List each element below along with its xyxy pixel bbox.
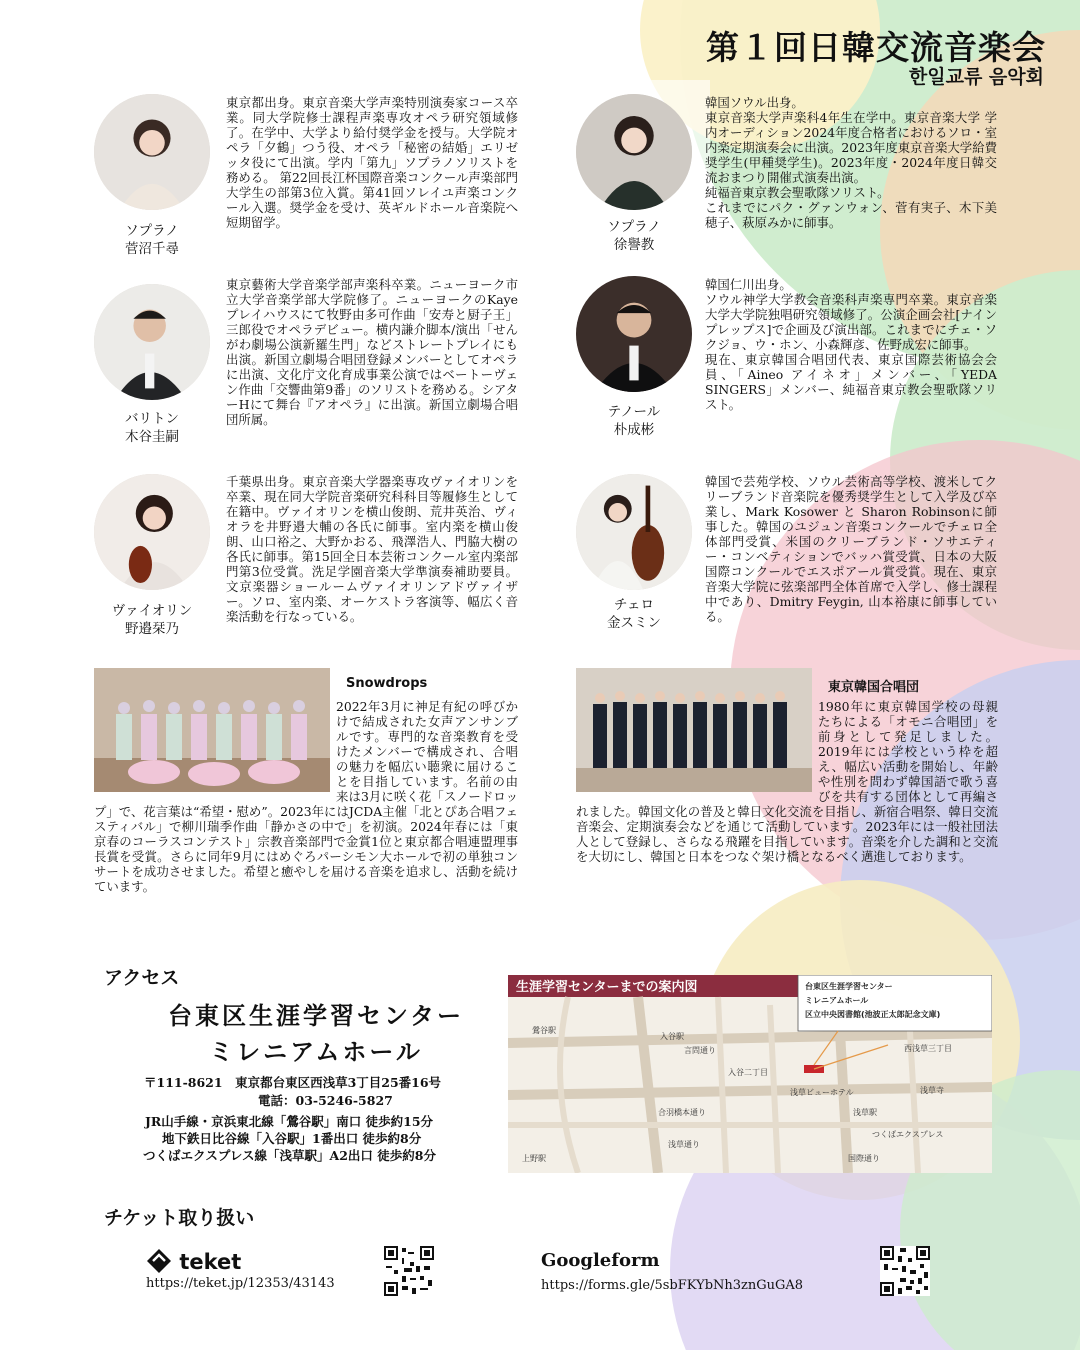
group-description-text: 2022年3月に神足有紀の呼びかけで結成された女声アンサンブルです。専門的な音楽教育を受けたメンバーで構成され、合唱の魅力を幅広い聴衆に届けることを目指しています。名前の由来は3月に咲く花「スノードロップ」で、花言葉は“希望・慰め”。2023年にはJCDA主催「北とぴあ合唱フェスティバル」で柳川瑞季作曲「静かさの中で」を初演。2024年春には「東京春のコーラスコンテスト」宗教音楽部門で金賞1位と東京都合唱連盟理事長賞を受賞。さらに同年9月にはめぐろパーシモン大ホールで初の単独コンサートを成功させました。希望と癒やしを届ける音楽を追求し、活動を続けています。	[94, 699, 518, 894]
map-label-asakusa-temple: 浅草寺	[920, 1086, 944, 1095]
venue-name-line1: 台東区生涯学習センター	[167, 1001, 465, 1030]
map-label-uguisudani: 鶯谷駅	[532, 1026, 556, 1035]
access-heading: アクセス	[104, 967, 180, 989]
map-label-asakusa-dori: 浅草通り	[668, 1140, 700, 1149]
group-description	[94, 699, 518, 894]
teket-qr-code[interactable]	[384, 1246, 434, 1296]
performer-role: チェロ	[613, 597, 655, 613]
map-label-ueno: 上野駅	[522, 1154, 546, 1163]
performer-name: 徐譽教	[613, 237, 655, 253]
performer-role: ソプラノ	[125, 223, 179, 239]
map-legend-line1: 台東区生涯学習センター	[805, 982, 893, 991]
group-name: Snowdrops	[346, 676, 428, 691]
googleform-label: Googleform	[541, 1250, 660, 1271]
page-title: 第１回日韓交流音楽会	[706, 28, 1046, 67]
map-title: 生涯学習センターまでの案内図	[516, 980, 698, 995]
map-label-kototoi: 言問通り	[684, 1046, 716, 1055]
postal-address: 〒111-8621 東京都台東区西浅草3丁目25番16号	[144, 1075, 442, 1090]
teket-logo-text: teket	[179, 1250, 242, 1274]
performer-role: ヴァイオリン	[111, 603, 193, 619]
tickets-heading: チケット取り扱い	[104, 1207, 255, 1229]
venue-name-line2: ミレニアムホール	[209, 1037, 423, 1066]
group-description-text: 1980年に東京韓国学校の母親たちによる「オモニ合唱団」を前身として発足しました。2019年には学校という枠を超え、幅広い活動を開始し、年齢や性別を問わず韓国語で歌う喜びを共有する団体として再編されました。韓国文化の普及と韓日文化交流を目指し、新宿合唱祭、韓日交流音楽会、定期演奏会などを通じて活動しています。2023年には一般社団法人として登録し、さらなる飛躍を目指しています。音楽を介した調和と交流を大切にし、韓国と日本をつなぐ架け橋となるべく邁進しております。	[576, 699, 998, 864]
performer-photo	[94, 474, 210, 590]
map-legend-line2: ミレニアムホール	[805, 996, 869, 1005]
teket-url[interactable]: https://teket.jp/12353/43143	[146, 1276, 335, 1291]
teket-logo	[146, 1248, 241, 1274]
performer-bio: 韓国で芸苑学校、ソウル芸術高等学校、渡米してクリーブランド音楽院を優秀奨学生として入学及び卒業し、Mark Kosower と Sharon Robinsonに師事した。韓国のユジュン音楽コンクールでチェロ全体部門受賞、米国のクリーブランド・ソサエティー・コンベティションでバッハ賞受賞、日本の大阪国際コンクールでエスポアール賞受賞。現在、東京音楽大学院に弦楽部門全体首席で入学し、修士課程中であり、Dmitry Feygin, 山本裕康に師事している。	[705, 474, 997, 624]
performer-bio: 東京都出身。東京音楽大学声楽特別演奏家コース卒業。同大学院修士課程声楽専攻オペラ研究領域修了。在学中、大学より給付奨学金を授与。大学院オペラ「夕鶴」つう役、オペラ「秘密の結婚」エリゼッタ役にて出演。学内「第九」ソプラノソリストを務める。 第22回長江杯国際音楽コンクール声楽部門大学生の部第3位入賞。第41回ソレイユ声楽コンクール入選。奨学金を受け、英ギルドホール音楽院へ短期留学。	[226, 95, 518, 230]
map-label-asakusa-view-hotel: 浅草ビューホテル	[790, 1088, 854, 1097]
googleform-url[interactable]: https://forms.gle/5sbFKYbNh3znGuGA8	[541, 1278, 804, 1293]
performer-bio: 東京藝術大学音楽学部声楽科卒業。ニューヨーク市立大学音楽学部大学院修了。ニューヨークのKaye プレイハウスにて牧野由多可作曲「安寿と厨子王」三郎役でオペラデビュー。横内謙介脚本/演出「せんがわ劇場公演新羅生門」などストレートプレイにも出演。新国立劇場合唱団登録メンバーとしてオペラに出演、文化庁文化育成事業公演ではベートーヴェン作曲「交響曲第9番」のソリストを務める。シアターHにて舞台『アオペラ』に出演。新国立劇場合唱団所属。	[226, 277, 518, 427]
performer-photo	[576, 94, 692, 210]
performer-name: 木谷圭嗣	[125, 429, 179, 445]
map-label-nishi-asakusa: 西浅草三丁目	[904, 1044, 952, 1053]
performer-name: 金スミン	[607, 615, 661, 631]
access-map	[508, 975, 992, 1173]
performer-photo	[94, 94, 210, 210]
map-legend-line3: 区立中央図書館(池波正太郎記念文庫)	[805, 1010, 941, 1019]
page-subtitle: 한일교류 음악회	[908, 66, 1044, 88]
performer-name: 野邉栞乃	[125, 621, 179, 637]
performer-name: 菅沼千尋	[125, 241, 179, 257]
route-tsukuba: つくばエクスプレス線「浅草駅」A2出口 徒歩約8分	[143, 1148, 436, 1163]
performer-role: テノール	[607, 404, 661, 420]
map-label-kokusai: 国際通り	[848, 1154, 880, 1163]
googleform-qr-code[interactable]	[880, 1246, 930, 1296]
teket-logo-icon	[146, 1248, 172, 1274]
group-name: 東京韓国合唱団	[828, 680, 920, 695]
performer-photo	[576, 474, 692, 590]
phone-number: 電話：03-5246-5827	[258, 1093, 393, 1108]
group-description	[576, 699, 998, 864]
performer-bio: 千葉県出身。東京音楽大学器楽専攻ヴァイオリンを卒業、現在同大学院音楽研究科科目等履修生として在籍中。ヴァイオリンを横山俊朗、荒井英治、ヴィオラを井野邉大輔の各氏に師事。室内楽を横山俊朗、山口裕之、大野かおる、飛澤浩人、門脇大樹の各氏に師事。第15回全日本芸術コンクール室内楽部門第3位受賞。洗足学園音楽大学準演奏補助要員。文京楽器ショールームヴァイオリンアドヴァイザー。ソロ、室内楽、オーケストラ客演等、幅広く音楽活動を行なっている。	[226, 474, 518, 624]
performer-name: 朴成彬	[613, 422, 655, 438]
map-label-iriya-2: 入谷二丁目	[728, 1068, 768, 1077]
route-subway: 地下鉄日比谷線「入谷駅」1番出口 徒歩約8分	[162, 1131, 422, 1146]
route-jr: JR山手線・京浜東北線「鶯谷駅」南口 徒歩約15分	[145, 1114, 434, 1129]
performer-bio: 韓国ソウル出身。 東京音楽大学声楽科4年生在学中。東京音楽大学 学内オーディション2024年度合格者におけるソロ・室内楽定期演奏会に出演。2023年度東京音楽大学給費奨学生(甲種奨学生)。2023年度・2024年度日韓交流おまつり開催式演奏出演。 純福音東京教会聖歌隊ソリスト。 これまでにパク・グァンウォン、菅有実子、木下美穂子、萩原みかに師事。	[705, 95, 997, 230]
performer-role: ソプラノ	[607, 219, 661, 235]
performer-role: バリトン	[125, 411, 179, 427]
map-label-tsukuba-ex: つくばエクスプレス	[872, 1130, 944, 1139]
map-label-iriya-station: 入谷駅	[660, 1032, 684, 1041]
map-label-kappabashi: 合羽橋本通り	[658, 1108, 706, 1117]
performer-bio: 韓国仁川出身。 ソウル神学大学教会音楽科声楽専門卒業。東京音楽大学大学院独唱研究領域修了。公演企画会社[ナインプレップス]で企画及び演出部。これまでにチェ・ソクジョ、ウ・ホン、小森輝彦、佐野成宏に師事。 現在、東京韓国合唱団代表、東京国際芸術協会会員、「Aineo アイネオ」メンバー、「YEDA SINGERS」メンバー、純福音東京教会聖歌隊ソリスト。	[705, 277, 997, 412]
map-label-asakusa-station: 浅草駅	[853, 1108, 877, 1117]
performer-photo	[94, 284, 210, 400]
performer-photo	[576, 276, 692, 392]
